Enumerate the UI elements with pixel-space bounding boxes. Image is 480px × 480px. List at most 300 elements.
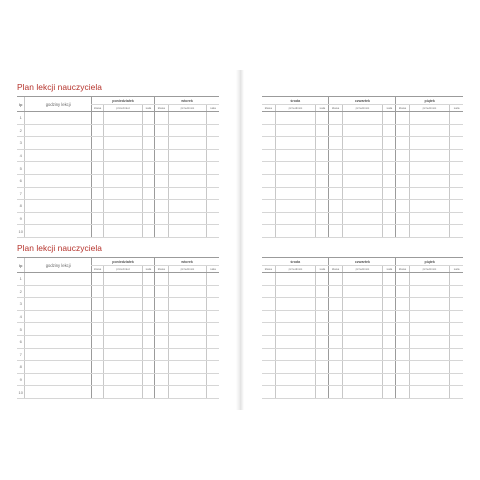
subject-cell[interactable] bbox=[168, 273, 206, 286]
class-cell[interactable] bbox=[155, 310, 169, 323]
subject-cell[interactable] bbox=[275, 225, 316, 238]
subject-cell[interactable] bbox=[342, 298, 383, 311]
subject-cell[interactable] bbox=[409, 386, 450, 399]
class-cell[interactable] bbox=[329, 174, 342, 187]
class-cell[interactable] bbox=[262, 212, 275, 225]
class-cell[interactable] bbox=[396, 149, 409, 162]
subject-cell[interactable] bbox=[409, 323, 450, 336]
class-cell[interactable] bbox=[155, 225, 169, 238]
room-cell[interactable] bbox=[316, 174, 329, 187]
subject-cell[interactable] bbox=[168, 361, 206, 374]
room-cell[interactable] bbox=[450, 200, 463, 213]
room-cell[interactable] bbox=[450, 149, 463, 162]
room-cell[interactable] bbox=[142, 273, 154, 286]
class-cell[interactable] bbox=[396, 298, 409, 311]
subject-cell[interactable] bbox=[409, 212, 450, 225]
subject-cell[interactable] bbox=[342, 373, 383, 386]
class-cell[interactable] bbox=[155, 373, 169, 386]
subject-cell[interactable] bbox=[342, 273, 383, 286]
room-cell[interactable] bbox=[207, 373, 219, 386]
class-cell[interactable] bbox=[262, 361, 275, 374]
subject-cell[interactable] bbox=[104, 348, 142, 361]
class-cell[interactable] bbox=[262, 285, 275, 298]
hours-cell[interactable] bbox=[25, 273, 92, 286]
room-cell[interactable] bbox=[316, 298, 329, 311]
class-cell[interactable] bbox=[262, 112, 275, 125]
class-cell[interactable] bbox=[155, 162, 169, 175]
subject-cell[interactable] bbox=[275, 112, 316, 125]
subject-cell[interactable] bbox=[104, 335, 142, 348]
class-cell[interactable] bbox=[329, 273, 342, 286]
hours-cell[interactable] bbox=[25, 373, 92, 386]
subject-cell[interactable] bbox=[168, 348, 206, 361]
subject-cell[interactable] bbox=[168, 162, 206, 175]
class-cell[interactable] bbox=[262, 124, 275, 137]
subject-cell[interactable] bbox=[275, 298, 316, 311]
room-cell[interactable] bbox=[316, 285, 329, 298]
hours-cell[interactable] bbox=[25, 212, 92, 225]
class-cell[interactable] bbox=[329, 323, 342, 336]
room-cell[interactable] bbox=[383, 373, 396, 386]
class-cell[interactable] bbox=[91, 273, 103, 286]
room-cell[interactable] bbox=[207, 200, 219, 213]
room-cell[interactable] bbox=[383, 310, 396, 323]
room-cell[interactable] bbox=[142, 112, 154, 125]
room-cell[interactable] bbox=[316, 225, 329, 238]
subject-cell[interactable] bbox=[275, 310, 316, 323]
subject-cell[interactable] bbox=[104, 273, 142, 286]
room-cell[interactable] bbox=[142, 285, 154, 298]
class-cell[interactable] bbox=[262, 373, 275, 386]
class-cell[interactable] bbox=[262, 310, 275, 323]
class-cell[interactable] bbox=[91, 200, 103, 213]
room-cell[interactable] bbox=[383, 174, 396, 187]
subject-cell[interactable] bbox=[275, 162, 316, 175]
class-cell[interactable] bbox=[329, 212, 342, 225]
room-cell[interactable] bbox=[142, 348, 154, 361]
subject-cell[interactable] bbox=[409, 200, 450, 213]
room-cell[interactable] bbox=[207, 137, 219, 150]
room-cell[interactable] bbox=[316, 361, 329, 374]
class-cell[interactable] bbox=[91, 149, 103, 162]
subject-cell[interactable] bbox=[168, 310, 206, 323]
room-cell[interactable] bbox=[316, 124, 329, 137]
subject-cell[interactable] bbox=[104, 200, 142, 213]
class-cell[interactable] bbox=[396, 212, 409, 225]
class-cell[interactable] bbox=[262, 386, 275, 399]
room-cell[interactable] bbox=[316, 373, 329, 386]
subject-cell[interactable] bbox=[342, 174, 383, 187]
class-cell[interactable] bbox=[155, 273, 169, 286]
room-cell[interactable] bbox=[207, 187, 219, 200]
subject-cell[interactable] bbox=[104, 112, 142, 125]
class-cell[interactable] bbox=[155, 323, 169, 336]
subject-cell[interactable] bbox=[275, 273, 316, 286]
class-cell[interactable] bbox=[262, 162, 275, 175]
subject-cell[interactable] bbox=[275, 335, 316, 348]
subject-cell[interactable] bbox=[104, 149, 142, 162]
class-cell[interactable] bbox=[396, 162, 409, 175]
hours-cell[interactable] bbox=[25, 335, 92, 348]
class-cell[interactable] bbox=[91, 310, 103, 323]
subject-cell[interactable] bbox=[275, 212, 316, 225]
subject-cell[interactable] bbox=[104, 225, 142, 238]
room-cell[interactable] bbox=[207, 298, 219, 311]
class-cell[interactable] bbox=[91, 162, 103, 175]
room-cell[interactable] bbox=[207, 323, 219, 336]
class-cell[interactable] bbox=[91, 386, 103, 399]
class-cell[interactable] bbox=[329, 361, 342, 374]
subject-cell[interactable] bbox=[104, 162, 142, 175]
room-cell[interactable] bbox=[316, 149, 329, 162]
class-cell[interactable] bbox=[155, 298, 169, 311]
room-cell[interactable] bbox=[450, 112, 463, 125]
room-cell[interactable] bbox=[207, 335, 219, 348]
class-cell[interactable] bbox=[91, 285, 103, 298]
class-cell[interactable] bbox=[329, 187, 342, 200]
room-cell[interactable] bbox=[207, 212, 219, 225]
room-cell[interactable] bbox=[450, 386, 463, 399]
class-cell[interactable] bbox=[155, 386, 169, 399]
subject-cell[interactable] bbox=[275, 137, 316, 150]
class-cell[interactable] bbox=[262, 225, 275, 238]
room-cell[interactable] bbox=[142, 124, 154, 137]
room-cell[interactable] bbox=[450, 187, 463, 200]
subject-cell[interactable] bbox=[409, 285, 450, 298]
class-cell[interactable] bbox=[396, 310, 409, 323]
room-cell[interactable] bbox=[207, 310, 219, 323]
room-cell[interactable] bbox=[316, 310, 329, 323]
room-cell[interactable] bbox=[207, 361, 219, 374]
hours-cell[interactable] bbox=[25, 149, 92, 162]
room-cell[interactable] bbox=[450, 361, 463, 374]
subject-cell[interactable] bbox=[104, 285, 142, 298]
class-cell[interactable] bbox=[396, 386, 409, 399]
subject-cell[interactable] bbox=[409, 310, 450, 323]
class-cell[interactable] bbox=[91, 298, 103, 311]
subject-cell[interactable] bbox=[342, 361, 383, 374]
room-cell[interactable] bbox=[142, 187, 154, 200]
subject-cell[interactable] bbox=[342, 348, 383, 361]
subject-cell[interactable] bbox=[409, 348, 450, 361]
subject-cell[interactable] bbox=[168, 335, 206, 348]
room-cell[interactable] bbox=[383, 323, 396, 336]
room-cell[interactable] bbox=[142, 386, 154, 399]
subject-cell[interactable] bbox=[168, 285, 206, 298]
subject-cell[interactable] bbox=[409, 112, 450, 125]
subject-cell[interactable] bbox=[168, 298, 206, 311]
class-cell[interactable] bbox=[91, 124, 103, 137]
subject-cell[interactable] bbox=[275, 386, 316, 399]
room-cell[interactable] bbox=[142, 335, 154, 348]
subject-cell[interactable] bbox=[168, 112, 206, 125]
hours-cell[interactable] bbox=[25, 112, 92, 125]
room-cell[interactable] bbox=[383, 386, 396, 399]
class-cell[interactable] bbox=[262, 174, 275, 187]
subject-cell[interactable] bbox=[409, 373, 450, 386]
class-cell[interactable] bbox=[155, 212, 169, 225]
subject-cell[interactable] bbox=[409, 298, 450, 311]
room-cell[interactable] bbox=[142, 174, 154, 187]
hours-cell[interactable] bbox=[25, 174, 92, 187]
room-cell[interactable] bbox=[316, 323, 329, 336]
room-cell[interactable] bbox=[383, 137, 396, 150]
class-cell[interactable] bbox=[396, 124, 409, 137]
subject-cell[interactable] bbox=[409, 174, 450, 187]
room-cell[interactable] bbox=[450, 323, 463, 336]
class-cell[interactable] bbox=[329, 162, 342, 175]
subject-cell[interactable] bbox=[342, 323, 383, 336]
class-cell[interactable] bbox=[155, 361, 169, 374]
subject-cell[interactable] bbox=[342, 124, 383, 137]
room-cell[interactable] bbox=[383, 112, 396, 125]
room-cell[interactable] bbox=[142, 225, 154, 238]
room-cell[interactable] bbox=[450, 285, 463, 298]
subject-cell[interactable] bbox=[275, 285, 316, 298]
subject-cell[interactable] bbox=[168, 323, 206, 336]
subject-cell[interactable] bbox=[168, 149, 206, 162]
room-cell[interactable] bbox=[316, 162, 329, 175]
room-cell[interactable] bbox=[383, 361, 396, 374]
subject-cell[interactable] bbox=[275, 149, 316, 162]
room-cell[interactable] bbox=[142, 200, 154, 213]
class-cell[interactable] bbox=[396, 137, 409, 150]
subject-cell[interactable] bbox=[409, 225, 450, 238]
subject-cell[interactable] bbox=[168, 174, 206, 187]
class-cell[interactable] bbox=[329, 137, 342, 150]
room-cell[interactable] bbox=[142, 162, 154, 175]
subject-cell[interactable] bbox=[409, 162, 450, 175]
room-cell[interactable] bbox=[207, 174, 219, 187]
room-cell[interactable] bbox=[207, 124, 219, 137]
room-cell[interactable] bbox=[142, 323, 154, 336]
hours-cell[interactable] bbox=[25, 187, 92, 200]
class-cell[interactable] bbox=[91, 174, 103, 187]
hours-cell[interactable] bbox=[25, 386, 92, 399]
room-cell[interactable] bbox=[207, 225, 219, 238]
room-cell[interactable] bbox=[207, 285, 219, 298]
room-cell[interactable] bbox=[316, 137, 329, 150]
class-cell[interactable] bbox=[329, 149, 342, 162]
room-cell[interactable] bbox=[450, 174, 463, 187]
subject-cell[interactable] bbox=[104, 310, 142, 323]
class-cell[interactable] bbox=[329, 373, 342, 386]
class-cell[interactable] bbox=[91, 137, 103, 150]
room-cell[interactable] bbox=[383, 124, 396, 137]
class-cell[interactable] bbox=[91, 373, 103, 386]
room-cell[interactable] bbox=[207, 386, 219, 399]
subject-cell[interactable] bbox=[168, 225, 206, 238]
class-cell[interactable] bbox=[396, 373, 409, 386]
subject-cell[interactable] bbox=[104, 124, 142, 137]
room-cell[interactable] bbox=[142, 310, 154, 323]
room-cell[interactable] bbox=[142, 137, 154, 150]
room-cell[interactable] bbox=[316, 187, 329, 200]
room-cell[interactable] bbox=[450, 225, 463, 238]
room-cell[interactable] bbox=[142, 212, 154, 225]
room-cell[interactable] bbox=[383, 187, 396, 200]
subject-cell[interactable] bbox=[104, 174, 142, 187]
class-cell[interactable] bbox=[329, 348, 342, 361]
hours-cell[interactable] bbox=[25, 162, 92, 175]
class-cell[interactable] bbox=[91, 323, 103, 336]
room-cell[interactable] bbox=[316, 273, 329, 286]
subject-cell[interactable] bbox=[168, 373, 206, 386]
subject-cell[interactable] bbox=[409, 149, 450, 162]
class-cell[interactable] bbox=[262, 298, 275, 311]
class-cell[interactable] bbox=[91, 112, 103, 125]
class-cell[interactable] bbox=[91, 361, 103, 374]
class-cell[interactable] bbox=[91, 187, 103, 200]
room-cell[interactable] bbox=[450, 273, 463, 286]
room-cell[interactable] bbox=[383, 348, 396, 361]
room-cell[interactable] bbox=[142, 298, 154, 311]
class-cell[interactable] bbox=[155, 124, 169, 137]
class-cell[interactable] bbox=[155, 335, 169, 348]
subject-cell[interactable] bbox=[104, 187, 142, 200]
subject-cell[interactable] bbox=[104, 323, 142, 336]
class-cell[interactable] bbox=[396, 225, 409, 238]
room-cell[interactable] bbox=[316, 386, 329, 399]
room-cell[interactable] bbox=[450, 212, 463, 225]
subject-cell[interactable] bbox=[275, 373, 316, 386]
subject-cell[interactable] bbox=[104, 137, 142, 150]
class-cell[interactable] bbox=[329, 225, 342, 238]
class-cell[interactable] bbox=[329, 200, 342, 213]
subject-cell[interactable] bbox=[342, 149, 383, 162]
room-cell[interactable] bbox=[207, 112, 219, 125]
class-cell[interactable] bbox=[329, 298, 342, 311]
room-cell[interactable] bbox=[142, 373, 154, 386]
subject-cell[interactable] bbox=[104, 361, 142, 374]
subject-cell[interactable] bbox=[342, 285, 383, 298]
room-cell[interactable] bbox=[207, 149, 219, 162]
class-cell[interactable] bbox=[91, 212, 103, 225]
subject-cell[interactable] bbox=[104, 373, 142, 386]
subject-cell[interactable] bbox=[275, 124, 316, 137]
room-cell[interactable] bbox=[207, 348, 219, 361]
subject-cell[interactable] bbox=[168, 124, 206, 137]
class-cell[interactable] bbox=[262, 335, 275, 348]
room-cell[interactable] bbox=[450, 124, 463, 137]
subject-cell[interactable] bbox=[342, 162, 383, 175]
class-cell[interactable] bbox=[91, 348, 103, 361]
room-cell[interactable] bbox=[142, 361, 154, 374]
class-cell[interactable] bbox=[262, 149, 275, 162]
room-cell[interactable] bbox=[450, 373, 463, 386]
room-cell[interactable] bbox=[383, 225, 396, 238]
hours-cell[interactable] bbox=[25, 310, 92, 323]
room-cell[interactable] bbox=[207, 162, 219, 175]
hours-cell[interactable] bbox=[25, 348, 92, 361]
room-cell[interactable] bbox=[316, 348, 329, 361]
room-cell[interactable] bbox=[383, 273, 396, 286]
subject-cell[interactable] bbox=[275, 174, 316, 187]
subject-cell[interactable] bbox=[275, 200, 316, 213]
class-cell[interactable] bbox=[155, 348, 169, 361]
class-cell[interactable] bbox=[329, 112, 342, 125]
room-cell[interactable] bbox=[316, 112, 329, 125]
subject-cell[interactable] bbox=[275, 348, 316, 361]
class-cell[interactable] bbox=[262, 187, 275, 200]
subject-cell[interactable] bbox=[342, 112, 383, 125]
class-cell[interactable] bbox=[329, 285, 342, 298]
subject-cell[interactable] bbox=[168, 386, 206, 399]
subject-cell[interactable] bbox=[342, 225, 383, 238]
room-cell[interactable] bbox=[142, 149, 154, 162]
room-cell[interactable] bbox=[316, 200, 329, 213]
room-cell[interactable] bbox=[383, 212, 396, 225]
subject-cell[interactable] bbox=[275, 187, 316, 200]
subject-cell[interactable] bbox=[104, 298, 142, 311]
class-cell[interactable] bbox=[396, 273, 409, 286]
subject-cell[interactable] bbox=[104, 212, 142, 225]
hours-cell[interactable] bbox=[25, 361, 92, 374]
class-cell[interactable] bbox=[262, 323, 275, 336]
subject-cell[interactable] bbox=[275, 361, 316, 374]
room-cell[interactable] bbox=[450, 310, 463, 323]
room-cell[interactable] bbox=[450, 162, 463, 175]
class-cell[interactable] bbox=[262, 200, 275, 213]
subject-cell[interactable] bbox=[275, 323, 316, 336]
room-cell[interactable] bbox=[450, 137, 463, 150]
class-cell[interactable] bbox=[155, 285, 169, 298]
class-cell[interactable] bbox=[396, 187, 409, 200]
subject-cell[interactable] bbox=[409, 124, 450, 137]
room-cell[interactable] bbox=[450, 348, 463, 361]
subject-cell[interactable] bbox=[409, 361, 450, 374]
room-cell[interactable] bbox=[207, 273, 219, 286]
class-cell[interactable] bbox=[155, 149, 169, 162]
subject-cell[interactable] bbox=[168, 137, 206, 150]
subject-cell[interactable] bbox=[342, 137, 383, 150]
hours-cell[interactable] bbox=[25, 225, 92, 238]
class-cell[interactable] bbox=[155, 137, 169, 150]
room-cell[interactable] bbox=[383, 149, 396, 162]
subject-cell[interactable] bbox=[168, 200, 206, 213]
class-cell[interactable] bbox=[262, 137, 275, 150]
subject-cell[interactable] bbox=[409, 187, 450, 200]
room-cell[interactable] bbox=[383, 162, 396, 175]
class-cell[interactable] bbox=[155, 187, 169, 200]
class-cell[interactable] bbox=[329, 310, 342, 323]
subject-cell[interactable] bbox=[342, 187, 383, 200]
room-cell[interactable] bbox=[450, 335, 463, 348]
room-cell[interactable] bbox=[316, 335, 329, 348]
class-cell[interactable] bbox=[155, 200, 169, 213]
room-cell[interactable] bbox=[450, 298, 463, 311]
class-cell[interactable] bbox=[396, 348, 409, 361]
class-cell[interactable] bbox=[396, 200, 409, 213]
class-cell[interactable] bbox=[91, 335, 103, 348]
class-cell[interactable] bbox=[396, 323, 409, 336]
subject-cell[interactable] bbox=[168, 187, 206, 200]
class-cell[interactable] bbox=[396, 174, 409, 187]
class-cell[interactable] bbox=[155, 112, 169, 125]
subject-cell[interactable] bbox=[104, 386, 142, 399]
subject-cell[interactable] bbox=[342, 386, 383, 399]
hours-cell[interactable] bbox=[25, 298, 92, 311]
hours-cell[interactable] bbox=[25, 200, 92, 213]
subject-cell[interactable] bbox=[168, 212, 206, 225]
class-cell[interactable] bbox=[262, 348, 275, 361]
hours-cell[interactable] bbox=[25, 137, 92, 150]
room-cell[interactable] bbox=[383, 298, 396, 311]
class-cell[interactable] bbox=[396, 112, 409, 125]
class-cell[interactable] bbox=[329, 335, 342, 348]
class-cell[interactable] bbox=[91, 225, 103, 238]
class-cell[interactable] bbox=[396, 335, 409, 348]
